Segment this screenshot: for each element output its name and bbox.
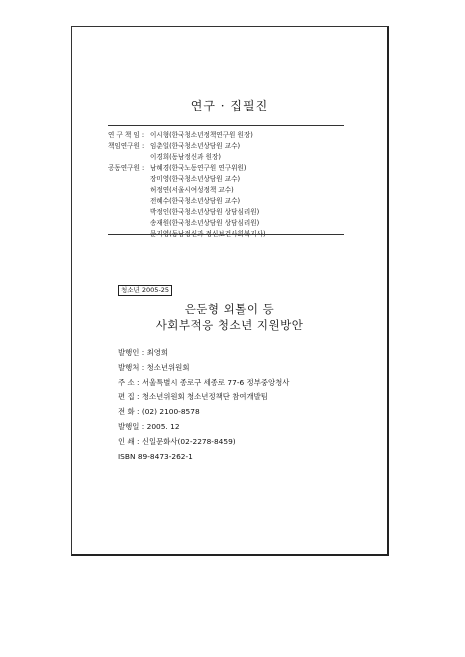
row-value: (02) 2100-8578 — [141, 407, 200, 417]
row-separator: : — [139, 421, 147, 431]
report-code-badge: 청소년 2005-25 — [118, 285, 172, 296]
row-separator: : — [134, 407, 142, 417]
printer-row — [118, 435, 289, 450]
row-value: 청소년위원회 — [146, 362, 190, 372]
row-value: 서울특별시 종로구 세종로 77-6 정부중앙청사 — [141, 377, 290, 387]
isbn-row — [118, 450, 289, 465]
row-separator: : — [134, 392, 142, 402]
publishing-org-row — [118, 361, 289, 376]
row-separator: : — [134, 436, 142, 446]
staff-member: 이경희(동남정신과 원장) — [150, 153, 221, 161]
staff-members-list — [150, 163, 266, 240]
book-title-line-1: 은둔형 외톨이 등 — [184, 302, 275, 316]
row-value: 신일문화사(02-2278-8459) — [141, 436, 236, 446]
row-value: 2005. 12 — [146, 421, 180, 431]
staff-members-list — [150, 130, 253, 141]
row-label: 전 화 — [118, 407, 135, 417]
staff-role-label: 공동연구원 : — [108, 164, 145, 172]
publish-date-row — [118, 420, 289, 435]
staff-member: 임춘일(한국청소년상담원 교수) — [150, 142, 241, 150]
row-label: 주 소 — [118, 377, 135, 387]
row-value: 89-8473-262-1 — [137, 451, 193, 461]
staff-member: 송재원(한국청소년상담원 상담심리원) — [150, 219, 260, 227]
row-label: ISBN — [118, 451, 136, 461]
staff-member: 허정연(서울시여성정책 교수) — [150, 186, 234, 194]
staff-group-research-lead — [108, 130, 253, 141]
row-value: 청소년위원회 청소년정책단 참여개발팀 — [141, 392, 268, 402]
row-label: 편 집 — [118, 392, 135, 402]
top-divider — [108, 125, 344, 126]
staff-member: 남혜경(한국노동연구원 연구위원) — [150, 164, 247, 172]
row-label: 발행인 — [118, 348, 140, 357]
staff-role-label: 책임연구원 : — [108, 142, 145, 150]
publisher-row — [118, 346, 289, 361]
staff-group-senior-researchers — [108, 141, 240, 163]
staff-member: 문지영(동남정신과 정신보건사회복지사) — [150, 230, 266, 238]
bottom-divider — [108, 234, 344, 235]
staff-role-label: 연 구 책 임 : — [108, 131, 145, 139]
row-label: 발행일 — [118, 421, 140, 431]
staff-section-title: 연구 · 집필진 — [190, 99, 269, 113]
staff-member: 이시형(한국청소년정책연구원 원장) — [150, 131, 253, 139]
staff-group-co-researchers — [108, 163, 266, 240]
publication-info-list — [118, 346, 289, 464]
row-label: 발행처 — [118, 362, 140, 372]
staff-members-list — [150, 141, 240, 163]
document-page — [71, 26, 389, 556]
row-value: 최영희 — [146, 348, 169, 357]
staff-member: 박정인(한국청소년상담원 상담심리원) — [150, 208, 260, 216]
book-title-line-2: 사회부적응 청소년 지원방안 — [155, 318, 304, 332]
staff-member: 장미영(한국청소년상담원 교수) — [150, 175, 241, 183]
phone-row — [118, 405, 289, 420]
editor-row — [118, 390, 289, 405]
row-separator: : — [139, 362, 147, 372]
staff-member: 전혜수(한국청소년상담원 교수) — [150, 197, 241, 205]
row-separator: : — [134, 377, 142, 387]
row-separator: : — [139, 348, 147, 357]
address-row — [118, 376, 289, 391]
row-label: 인 쇄 — [118, 436, 135, 446]
